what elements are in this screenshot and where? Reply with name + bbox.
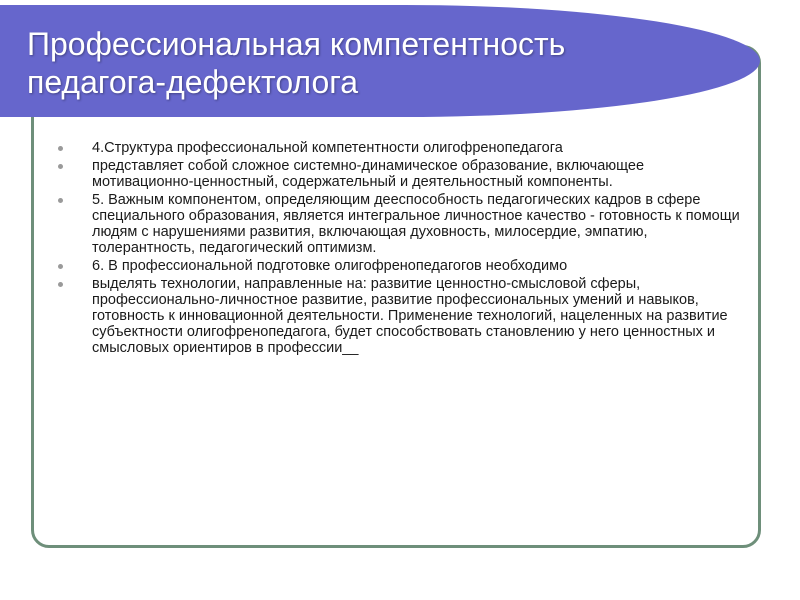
slide-title-line-1: Профессиональная компетентность — [27, 26, 566, 62]
list-item — [58, 158, 748, 190]
list-item-text: 4.Структура профессиональной компетентности олигофренопедагога — [92, 140, 563, 156]
list-item-text: представляет собой сложное системно-динамическое образование, включающее мотивационно-ценностный, содержательный и деятельностный компоненты. — [92, 158, 645, 190]
title-banner — [0, 5, 760, 117]
list-item — [58, 258, 748, 274]
list-item — [58, 192, 748, 256]
bullet-dot-icon — [58, 146, 63, 151]
slide-title-line-2: педагога-дефектолога — [27, 64, 359, 100]
bullet-dot-icon — [58, 282, 63, 287]
list-item-text: 6. В профессиональной подготовке олигофренопедагогов необходимо — [92, 258, 568, 274]
list-item — [58, 276, 748, 356]
list-item-text: выделять технологии, направленные на: развитие ценностно-смысловой сферы, профессионально-личностное развитие, развитие профессиональных умений и навыков, готовность к инновационной деятельности. Применение технологий, нацеленных на развитие субъектности олигофренопедагога, будет способствовать становлению у него ценностных и смысловых ориентиров в профессии__ — [92, 276, 728, 356]
bullet-dot-icon — [58, 198, 63, 203]
bullet-dot-icon — [58, 164, 63, 169]
bullet-list — [58, 140, 748, 358]
slide-title — [27, 25, 565, 101]
bullet-dot-icon — [58, 264, 63, 269]
list-item — [58, 140, 748, 156]
list-item-text: 5. Важным компонентом, определяющим дееспособность педагогических кадров в сфере специального образования, является интегральное личностное качество - готовность к помощи людям с нарушениями развития, включающая духовность, милосердие, эмпатию, толерантность, педагогический оптимизм. — [92, 192, 740, 256]
